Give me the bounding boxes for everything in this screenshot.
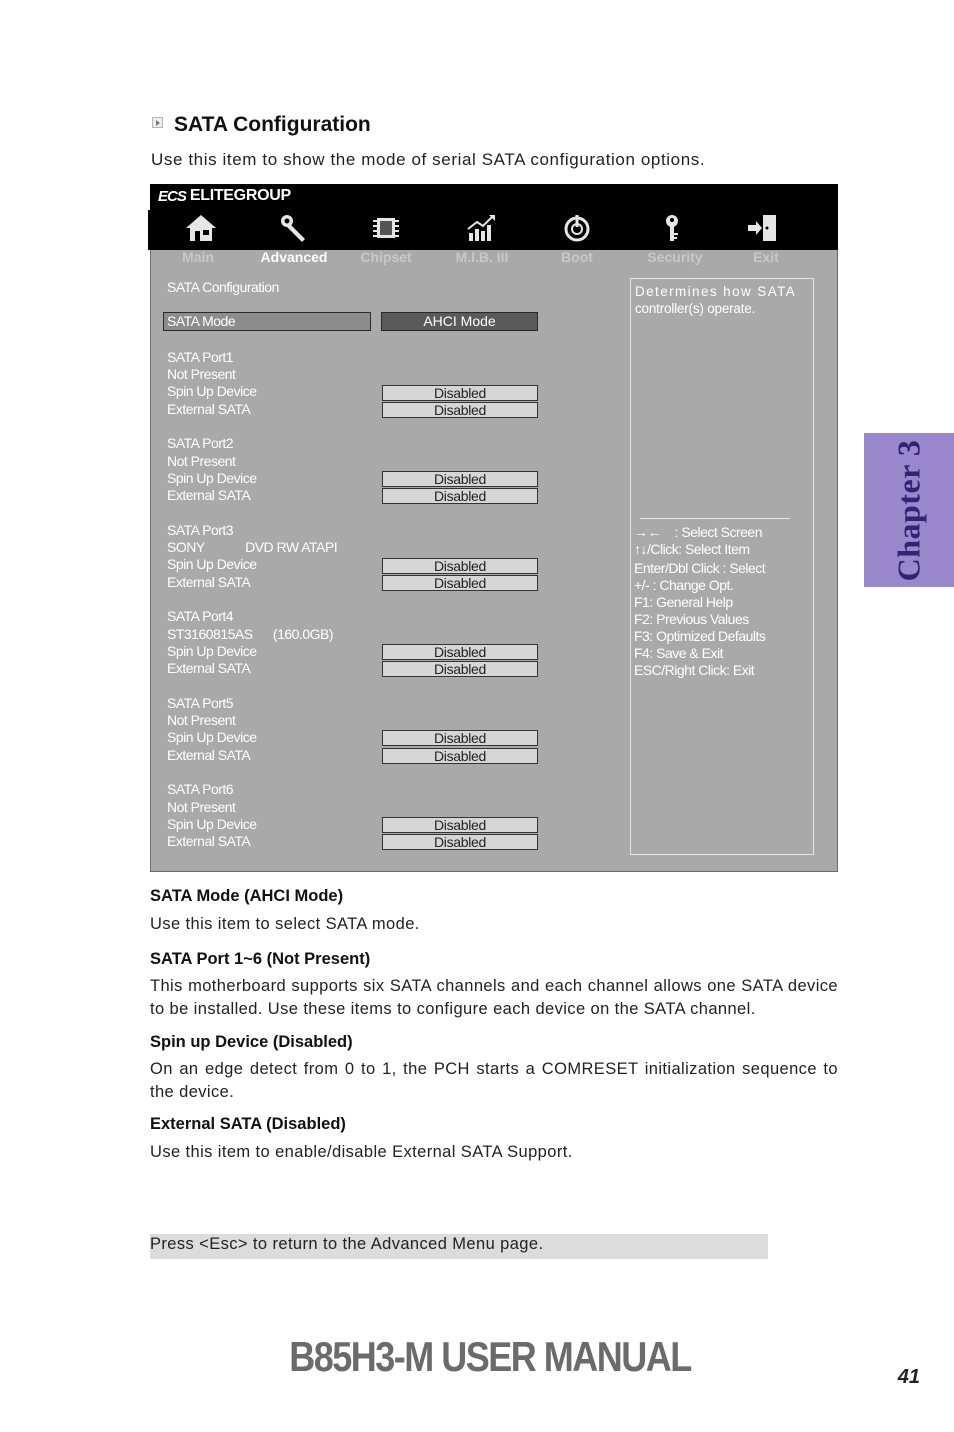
- external-sata-value[interactable]: Disabled: [382, 402, 538, 418]
- desc-text-external-sata: Use this item to enable/disable External SATA Support.: [150, 1143, 573, 1161]
- home-icon[interactable]: [184, 213, 218, 243]
- port-device: Not Present: [167, 799, 236, 815]
- external-sata-label: External SATA: [167, 747, 251, 763]
- help-key-select-item: ↑↓/Click: Select Item: [634, 541, 750, 557]
- external-sata-value[interactable]: Disabled: [382, 748, 538, 764]
- help-key-previous-values: F2: Previous Values: [634, 611, 749, 627]
- spin-up-label: Spin Up Device: [167, 816, 257, 832]
- spin-up-value[interactable]: Disabled: [382, 644, 538, 660]
- external-sata-value[interactable]: Disabled: [382, 661, 538, 677]
- ecs-logo: ECS: [158, 187, 186, 205]
- power-icon[interactable]: [560, 213, 594, 243]
- port-device: Not Present: [167, 366, 236, 382]
- port-device: Not Present: [167, 453, 236, 469]
- exit-door-icon[interactable]: [746, 213, 780, 243]
- desc-heading-sata-mode: SATA Mode (AHCI Mode): [150, 887, 344, 905]
- help-key-select-screen: →← : Select Screen: [634, 524, 762, 540]
- manual-title: B85H3-M USER MANUAL: [289, 1332, 691, 1380]
- wrench-icon[interactable]: [277, 213, 311, 243]
- port-device: ST3160815AS (160.0GB): [167, 626, 333, 642]
- help-key-exit: ESC/Right Click: Exit: [634, 662, 755, 678]
- spin-up-value[interactable]: Disabled: [382, 817, 538, 833]
- tab-advanced[interactable]: Advanced: [260, 249, 328, 265]
- desc-heading-spin-up: Spin up Device (Disabled): [150, 1033, 353, 1051]
- desc-text-sata-mode: Use this item to select SATA mode.: [150, 915, 420, 933]
- tab-mib[interactable]: M.I.B. III: [455, 249, 509, 265]
- spin-up-value[interactable]: Disabled: [382, 730, 538, 746]
- port-device: SONY DVD RW ATAPI: [167, 539, 338, 555]
- external-sata-value[interactable]: Disabled: [382, 488, 538, 504]
- chart-growth-icon[interactable]: [465, 213, 499, 243]
- help-description-line: Determines how SATA: [635, 284, 797, 299]
- key-icon[interactable]: [655, 213, 689, 243]
- help-divider: [640, 518, 790, 519]
- section-title: SATA Configuration: [174, 113, 371, 136]
- port-name: SATA Port3: [167, 522, 234, 538]
- spin-up-label: Spin Up Device: [167, 383, 257, 399]
- brand-name: ELITEGROUP: [189, 187, 291, 204]
- spin-up-value[interactable]: Disabled: [382, 471, 538, 487]
- external-sata-label: External SATA: [167, 487, 251, 503]
- sata-mode-label[interactable]: SATA Mode: [163, 312, 371, 331]
- spin-up-label: Spin Up Device: [167, 729, 257, 745]
- external-sata-label: External SATA: [167, 833, 251, 849]
- external-sata-label: External SATA: [167, 660, 251, 676]
- external-sata-value[interactable]: Disabled: [382, 834, 538, 850]
- chapter-tab: [864, 433, 954, 587]
- port-name: SATA Port5: [167, 695, 234, 711]
- spin-up-value[interactable]: Disabled: [382, 385, 538, 401]
- tab-boot[interactable]: Boot: [561, 249, 593, 265]
- spin-up-value[interactable]: Disabled: [382, 558, 538, 574]
- desc-heading-sata-port: SATA Port 1~6 (Not Present): [150, 950, 371, 968]
- page-number: 41: [897, 1366, 920, 1388]
- chip-icon[interactable]: [369, 213, 403, 243]
- brand-logo: [158, 187, 291, 205]
- tab-security[interactable]: Security: [647, 249, 703, 265]
- tab-chipset[interactable]: Chipset: [360, 249, 412, 265]
- section-intro: Use this item to show the mode of serial SATA configuration options.: [151, 150, 706, 169]
- external-sata-value[interactable]: Disabled: [382, 575, 538, 591]
- help-key-optimized-defaults: F3: Optimized Defaults: [634, 628, 766, 644]
- spin-up-label: Spin Up Device: [167, 643, 257, 659]
- help-key-select: Enter/Dbl Click : Select: [634, 560, 766, 576]
- help-description-line: controller(s) operate.: [635, 301, 756, 316]
- port-name: SATA Port2: [167, 435, 234, 451]
- port-device: Not Present: [167, 712, 236, 728]
- help-key-general-help: F1: General Help: [634, 594, 733, 610]
- help-key-change-opt: +/- : Change Opt.: [634, 577, 734, 593]
- help-description: [635, 283, 811, 317]
- tab-main[interactable]: Main: [182, 249, 214, 265]
- sata-mode-value[interactable]: AHCI Mode: [381, 312, 538, 331]
- chapter-label: Chapter 3: [890, 439, 927, 581]
- screen-title: SATA Configuration: [167, 279, 279, 295]
- external-sata-label: External SATA: [167, 401, 251, 417]
- section-bullet-icon: [152, 117, 163, 128]
- spin-up-label: Spin Up Device: [167, 470, 257, 486]
- port-name: SATA Port6: [167, 781, 234, 797]
- desc-text-sata-port: This motherboard supports six SATA channels and each channel allows one SATA device to be installed. Use these items to configure each device on the SATA channel.: [150, 977, 838, 1018]
- desc-heading-external-sata: External SATA (Disabled): [150, 1115, 346, 1133]
- spin-up-label: Spin Up Device: [167, 556, 257, 572]
- port-name: SATA Port4: [167, 608, 234, 624]
- tab-exit[interactable]: Exit: [753, 249, 779, 265]
- port-name: SATA Port1: [167, 349, 234, 365]
- esc-note: Press <Esc> to return to the Advanced Menu page.: [150, 1234, 768, 1259]
- external-sata-label: External SATA: [167, 574, 251, 590]
- desc-text-spin-up: On an edge detect from 0 to 1, the PCH starts a COMRESET initialization sequence to the device.: [150, 1060, 838, 1101]
- help-key-save-exit: F4: Save & Exit: [634, 645, 723, 661]
